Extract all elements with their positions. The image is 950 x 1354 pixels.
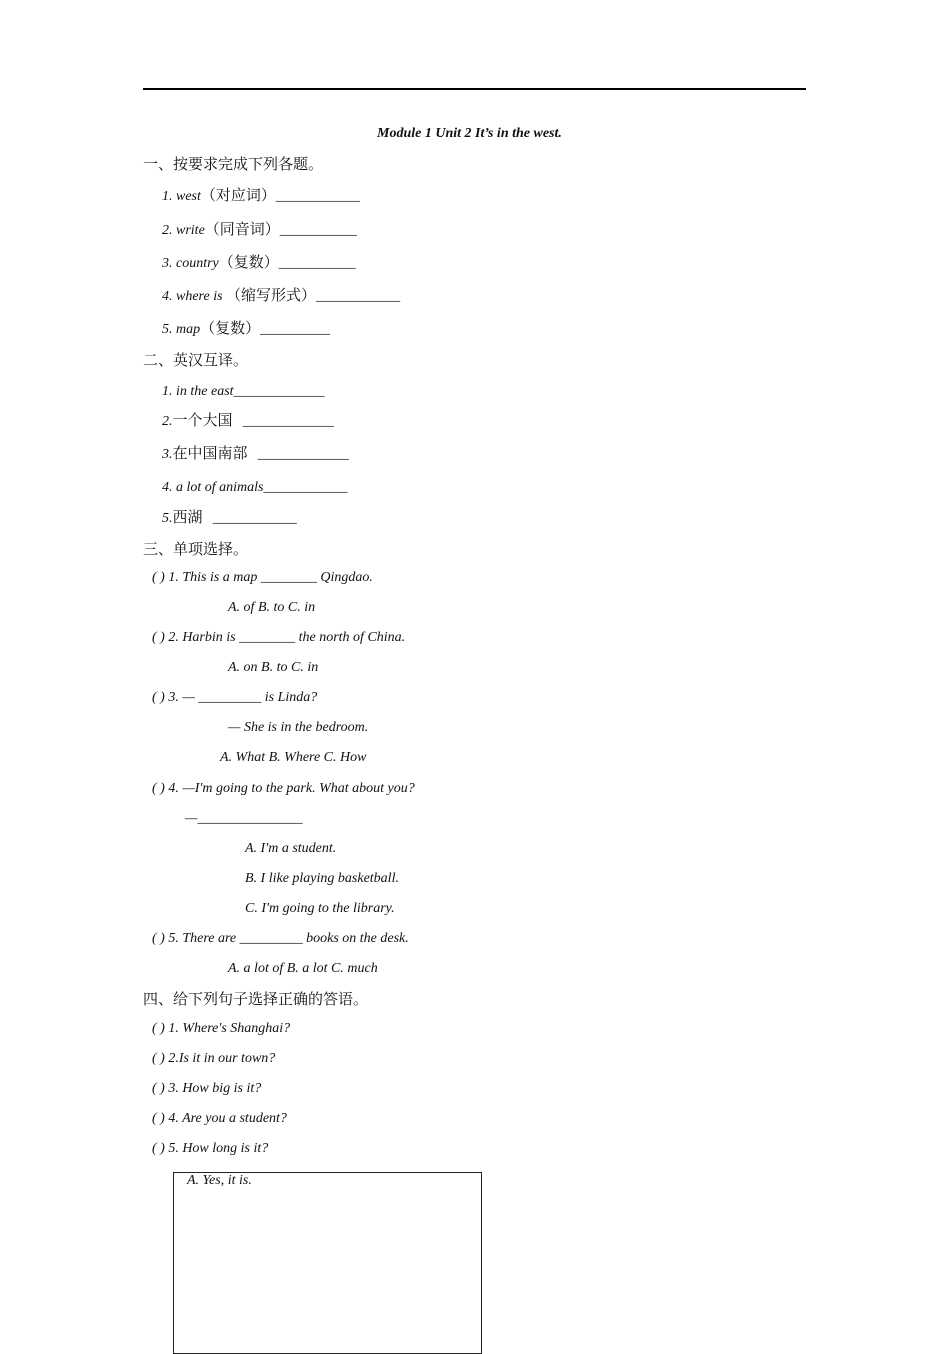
list-item: 2. write（同音词）___________ <box>162 220 357 238</box>
section-heading-3: 三、单项选择。 <box>143 540 249 558</box>
question-1: ( ) 1. This is a map ________ Qingdao. <box>152 570 373 585</box>
list-item: 5. map（复数）__________ <box>162 319 331 337</box>
question-4-blank: —_______________ <box>185 811 303 826</box>
question-4-option-c: C. I'm going to the library. <box>245 901 395 916</box>
answer-blank: ____________ <box>316 289 401 304</box>
list-item: 4. a lot of animals____________ <box>162 480 348 495</box>
match-question-2: ( ) 2.Is it in our town? <box>152 1051 276 1066</box>
page-title: Module 1 Unit 2 It’s in the west. <box>377 126 562 141</box>
answer-blank: _____________ <box>233 384 325 399</box>
question-5: ( ) 5. There are _________ books on the desk. <box>152 931 409 946</box>
list-item: 1. west（对应词）____________ <box>162 186 360 204</box>
match-question-5: ( ) 5. How long is it? <box>152 1141 269 1156</box>
match-question-1: ( ) 1. Where's Shanghai? <box>152 1021 291 1036</box>
answer-blank: ____________ <box>263 480 348 495</box>
question-3-answer: — She is in the bedroom. <box>228 720 369 735</box>
answer-blank: ____________ <box>212 511 297 526</box>
list-item: 3. country（复数）___________ <box>162 253 356 271</box>
question-2-options: A. on B. to C. in <box>228 660 319 675</box>
question-3: ( ) 3. — _________ is Linda? <box>152 690 318 705</box>
list-item: 3.在中国南部 _____________ <box>162 444 349 462</box>
question-4: ( ) 4. —I'm going to the park. What about you? <box>152 781 415 796</box>
list-item: 4. where is （缩写形式）____________ <box>162 286 401 304</box>
answer-blank: ___________ <box>278 256 356 271</box>
answer-blank: _____________ <box>257 447 349 462</box>
answer-blank: _____________ <box>242 414 334 429</box>
match-question-4: ( ) 4. Are you a student? <box>152 1111 287 1126</box>
question-2: ( ) 2. Harbin is ________ the north of China. <box>152 630 406 645</box>
answer-option-a: A. Yes, it is. <box>187 1173 252 1188</box>
list-item: 5.西湖 ____________ <box>162 508 297 526</box>
list-item: 1. in the east_____________ <box>162 384 325 399</box>
section-heading-1: 一、按要求完成下列各题。 <box>143 155 324 173</box>
section-heading-2: 二、英汉互译。 <box>143 351 249 369</box>
list-item: 2.一个大国 _____________ <box>162 411 334 429</box>
question-4-option-a: A. I'm a student. <box>245 841 337 856</box>
answer-blank: __________ <box>260 322 331 337</box>
question-4-option-b: B. I like playing basketball. <box>245 871 399 886</box>
header-rule <box>143 88 806 90</box>
question-5-options: A. a lot of B. a lot C. much <box>228 961 378 976</box>
section-heading-4: 四、给下列句子选择正确的答语。 <box>143 990 369 1008</box>
question-1-options: A. of B. to C. in <box>228 600 316 615</box>
answer-blank: ____________ <box>275 189 360 204</box>
answer-box <box>173 1172 482 1354</box>
question-3-options: A. What B. Where C. How <box>220 750 367 765</box>
match-question-3: ( ) 3. How big is it? <box>152 1081 262 1096</box>
answer-blank: ___________ <box>279 223 357 238</box>
